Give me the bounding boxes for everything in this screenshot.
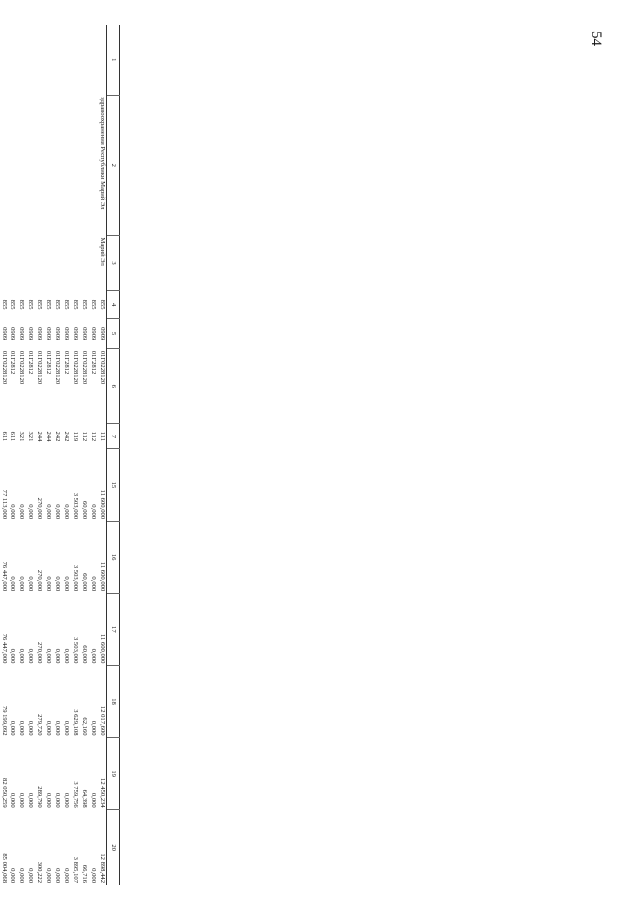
cell-c5: 0909 xyxy=(27,327,35,341)
cell-c16: 11 600,000 xyxy=(99,561,106,592)
cell-c2 xyxy=(34,95,43,235)
cell-c16: 76 447,000 xyxy=(0,561,8,592)
cell-c5: 0909 xyxy=(36,327,44,341)
column-header-17: 17 xyxy=(107,593,120,665)
page-number: 54 xyxy=(588,31,604,46)
cell-c4: 855 xyxy=(81,299,89,310)
cell-c7: 244 xyxy=(36,431,44,442)
cell-c19: 0,000 xyxy=(9,792,17,808)
cell-c3: Марий Эл xyxy=(99,237,106,266)
cell-c2 xyxy=(25,95,34,235)
cell-c17: 0,000 xyxy=(9,648,17,664)
cell-c20: 300,222 xyxy=(36,861,44,883)
cell-c1 xyxy=(88,25,97,95)
cell-c3 xyxy=(16,235,25,290)
column-header-5: 5 xyxy=(107,319,120,349)
cell-c2 xyxy=(0,95,8,235)
cell-c4: 855 xyxy=(0,299,8,310)
cell-c18: 0,000 xyxy=(63,720,71,736)
column-header-6: 6 xyxy=(107,349,120,424)
column-header-18: 18 xyxy=(107,665,120,737)
cell-c17: 270,000 xyxy=(36,641,44,664)
cell-c6: 01Г0228120 xyxy=(72,350,80,385)
cell-c4: 855 xyxy=(9,299,17,310)
cell-c6: 01Г0228120 xyxy=(99,350,106,385)
table-row xyxy=(52,25,61,885)
cell-c16: 60,000 xyxy=(81,573,89,592)
table-body xyxy=(0,25,107,885)
cell-c17: 0,000 xyxy=(18,648,26,664)
cell-c19: 0,000 xyxy=(18,792,26,808)
cell-c18: 3 629,108 xyxy=(72,709,80,736)
cell-c18: 0,000 xyxy=(27,720,35,736)
cell-c17: 3 503,000 xyxy=(72,637,80,664)
cell-c15: 3 503,000 xyxy=(72,492,80,520)
table-row xyxy=(25,25,34,885)
cell-c18: 79 199,092 xyxy=(0,705,8,736)
cell-c20: 12 898,442 xyxy=(99,853,106,883)
table-row xyxy=(0,25,8,885)
cell-c19: 0,000 xyxy=(90,792,98,808)
cell-c17: 76 447,000 xyxy=(0,633,8,664)
cell-c6: 01Г0228120 xyxy=(81,350,89,385)
cell-c4: 855 xyxy=(18,299,26,310)
cell-c20: 0,000 xyxy=(54,868,62,883)
cell-c15: 270,000 xyxy=(36,497,44,520)
cell-c7: 112 xyxy=(81,431,89,442)
cell-c3 xyxy=(88,235,97,290)
cell-c6: 01Г0228120 xyxy=(18,350,26,385)
cell-c4: 855 xyxy=(63,299,71,310)
cell-c7: 111 xyxy=(99,431,106,442)
column-header-15: 15 xyxy=(107,449,120,521)
cell-c19: 0,000 xyxy=(54,792,62,808)
cell-c19: 12 450,234 xyxy=(99,778,106,808)
cell-c15: 0,000 xyxy=(9,504,17,520)
cell-c2 xyxy=(70,95,79,235)
cell-c5: 0909 xyxy=(45,327,53,341)
cell-c3 xyxy=(34,235,43,290)
cell-c6: 01Г2812 xyxy=(90,350,98,375)
cell-c18: 279,720 xyxy=(36,714,44,736)
cell-c19: 0,000 xyxy=(45,792,53,808)
cell-c5: 0909 xyxy=(0,327,8,341)
cell-c5: 0909 xyxy=(9,327,17,341)
cell-c4: 855 xyxy=(45,299,53,310)
cell-c6: 01Г2812 xyxy=(27,350,35,375)
cell-c20: 0,000 xyxy=(90,868,98,883)
cell-c5: 0909 xyxy=(54,327,62,341)
cell-c15: 11 600,000 xyxy=(99,489,106,520)
cell-c17: 0,000 xyxy=(27,648,35,664)
cell-c6: 01Г0228120 xyxy=(36,350,44,385)
column-header-4: 4 xyxy=(107,291,120,319)
header-row xyxy=(107,25,120,885)
cell-c15: 0,000 xyxy=(18,504,26,520)
cell-c1 xyxy=(79,25,88,95)
cell-c18: 0,000 xyxy=(45,720,53,736)
cell-c19: 64,398 xyxy=(81,789,89,808)
cell-c4: 855 xyxy=(90,299,98,310)
cell-c20: 85 004,068 xyxy=(0,853,8,883)
cell-c5: 0909 xyxy=(72,327,80,341)
cell-c18: 0,000 xyxy=(90,720,98,736)
cell-c1 xyxy=(16,25,25,95)
cell-c18: 0,000 xyxy=(9,720,17,736)
column-header-7: 7 xyxy=(107,424,120,449)
cell-c20: 66,716 xyxy=(81,864,89,883)
cell-c20: 0,000 xyxy=(27,868,35,883)
cell-c7: 321 xyxy=(18,431,26,442)
table-row xyxy=(34,25,43,885)
table-row xyxy=(97,25,106,885)
table-row xyxy=(79,25,88,885)
cell-c7: 611 xyxy=(0,431,8,442)
cell-c4: 855 xyxy=(36,299,44,310)
table-row xyxy=(88,25,97,885)
cell-c4: 855 xyxy=(27,299,35,310)
cell-c15: 0,000 xyxy=(63,504,71,520)
cell-c16: 0,000 xyxy=(27,576,35,592)
cell-c7: 242 xyxy=(54,431,62,442)
cell-c20: 0,000 xyxy=(45,868,53,883)
cell-c17: 11 600,000 xyxy=(99,633,106,664)
cell-c2 xyxy=(8,95,17,235)
table-row xyxy=(61,25,70,885)
cell-c16: 0,000 xyxy=(18,576,26,592)
cell-c20: 0,000 xyxy=(9,868,17,883)
cell-c15: 0,000 xyxy=(54,504,62,520)
cell-c3 xyxy=(8,235,17,290)
cell-c5: 0909 xyxy=(81,327,89,341)
column-header-19: 19 xyxy=(107,738,120,810)
cell-c1 xyxy=(70,25,79,95)
cell-c2 xyxy=(88,95,97,235)
cell-c15: 0,000 xyxy=(45,504,53,520)
cell-c17: 0,000 xyxy=(45,648,53,664)
cell-c17: 0,000 xyxy=(63,648,71,664)
cell-c5: 0909 xyxy=(90,327,98,341)
cell-c7: 321 xyxy=(27,431,35,442)
cell-c16: 270,000 xyxy=(36,569,44,592)
cell-c18: 12 017,600 xyxy=(99,705,106,736)
cell-c19: 289,790 xyxy=(36,786,44,808)
cell-c1 xyxy=(8,25,17,95)
cell-c3 xyxy=(0,235,8,290)
cell-c3 xyxy=(61,235,70,290)
cell-c3 xyxy=(79,235,88,290)
cell-c6: 01Г2812 xyxy=(9,350,17,375)
cell-c15: 77 113,000 xyxy=(0,489,8,520)
table-row xyxy=(8,25,17,885)
cell-c17: 0,000 xyxy=(90,648,98,664)
cell-c16: 0,000 xyxy=(63,576,71,592)
cell-c7: 244 xyxy=(45,431,53,442)
cell-c6: 01Г2812 xyxy=(45,350,53,375)
cell-c15: 0,000 xyxy=(90,504,98,520)
cell-c4: 855 xyxy=(99,299,106,310)
cell-c7: 242 xyxy=(63,431,71,442)
cell-c15: 60,000 xyxy=(81,500,89,520)
cell-c18: 0,000 xyxy=(18,720,26,736)
cell-c6: 01Г2812 xyxy=(63,350,71,375)
cell-c4: 855 xyxy=(54,299,62,310)
table-row xyxy=(43,25,52,885)
cell-c7: 112 xyxy=(90,431,98,442)
cell-c6: 01Г0228120 xyxy=(54,350,62,385)
column-header-16: 16 xyxy=(107,521,120,593)
cell-c2 xyxy=(16,95,25,235)
cell-c16: 0,000 xyxy=(45,576,53,592)
cell-c17: 0,000 xyxy=(54,648,62,664)
cell-c20: 3 895,107 xyxy=(72,856,80,883)
cell-c7: 611 xyxy=(9,431,17,442)
cell-c1 xyxy=(34,25,43,95)
cell-c16: 3 503,000 xyxy=(72,564,80,592)
cell-c16: 0,000 xyxy=(54,576,62,592)
cell-c1 xyxy=(52,25,61,95)
column-header-20: 20 xyxy=(107,810,120,885)
rotated-table-container xyxy=(0,25,120,885)
cell-c1 xyxy=(0,25,8,95)
cell-c7: 119 xyxy=(72,431,80,442)
cell-c6: 01Г0228120 xyxy=(0,350,8,385)
cell-c15: 0,000 xyxy=(27,504,35,520)
cell-c5: 0909 xyxy=(18,327,26,341)
cell-c18: 62,160 xyxy=(81,717,89,736)
cell-c2 xyxy=(79,95,88,235)
cell-c2 xyxy=(52,95,61,235)
table-row xyxy=(16,25,25,885)
cell-c19: 3 759,756 xyxy=(72,781,80,808)
cell-c3 xyxy=(25,235,34,290)
cell-c5: 0909 xyxy=(99,327,106,341)
cell-c3 xyxy=(52,235,61,290)
cell-c2 xyxy=(43,95,52,235)
cell-c1 xyxy=(61,25,70,95)
budget-table xyxy=(0,25,120,885)
column-header-2: 2 xyxy=(107,95,120,235)
cell-c1 xyxy=(25,25,34,95)
cell-c17: 60,000 xyxy=(81,645,89,664)
cell-c3 xyxy=(70,235,79,290)
cell-c19: 0,000 xyxy=(63,792,71,808)
cell-c5: 0909 xyxy=(63,327,71,341)
column-header-1: 1 xyxy=(107,25,120,95)
column-header-3: 3 xyxy=(107,235,120,290)
cell-c16: 0,000 xyxy=(90,576,98,592)
cell-c2: здравоохранения Республики Марий Эл xyxy=(99,97,106,210)
cell-c18: 0,000 xyxy=(54,720,62,736)
cell-c3 xyxy=(43,235,52,290)
cell-c19: 0,000 xyxy=(27,792,35,808)
cell-c2 xyxy=(61,95,70,235)
cell-c20: 0,000 xyxy=(18,868,26,883)
cell-c16: 0,000 xyxy=(9,576,17,592)
cell-c20: 0,000 xyxy=(63,868,71,883)
cell-c19: 82 050,259 xyxy=(0,778,8,808)
cell-c1 xyxy=(43,25,52,95)
table-row xyxy=(70,25,79,885)
cell-c1 xyxy=(97,25,106,95)
cell-c4: 855 xyxy=(72,299,80,310)
